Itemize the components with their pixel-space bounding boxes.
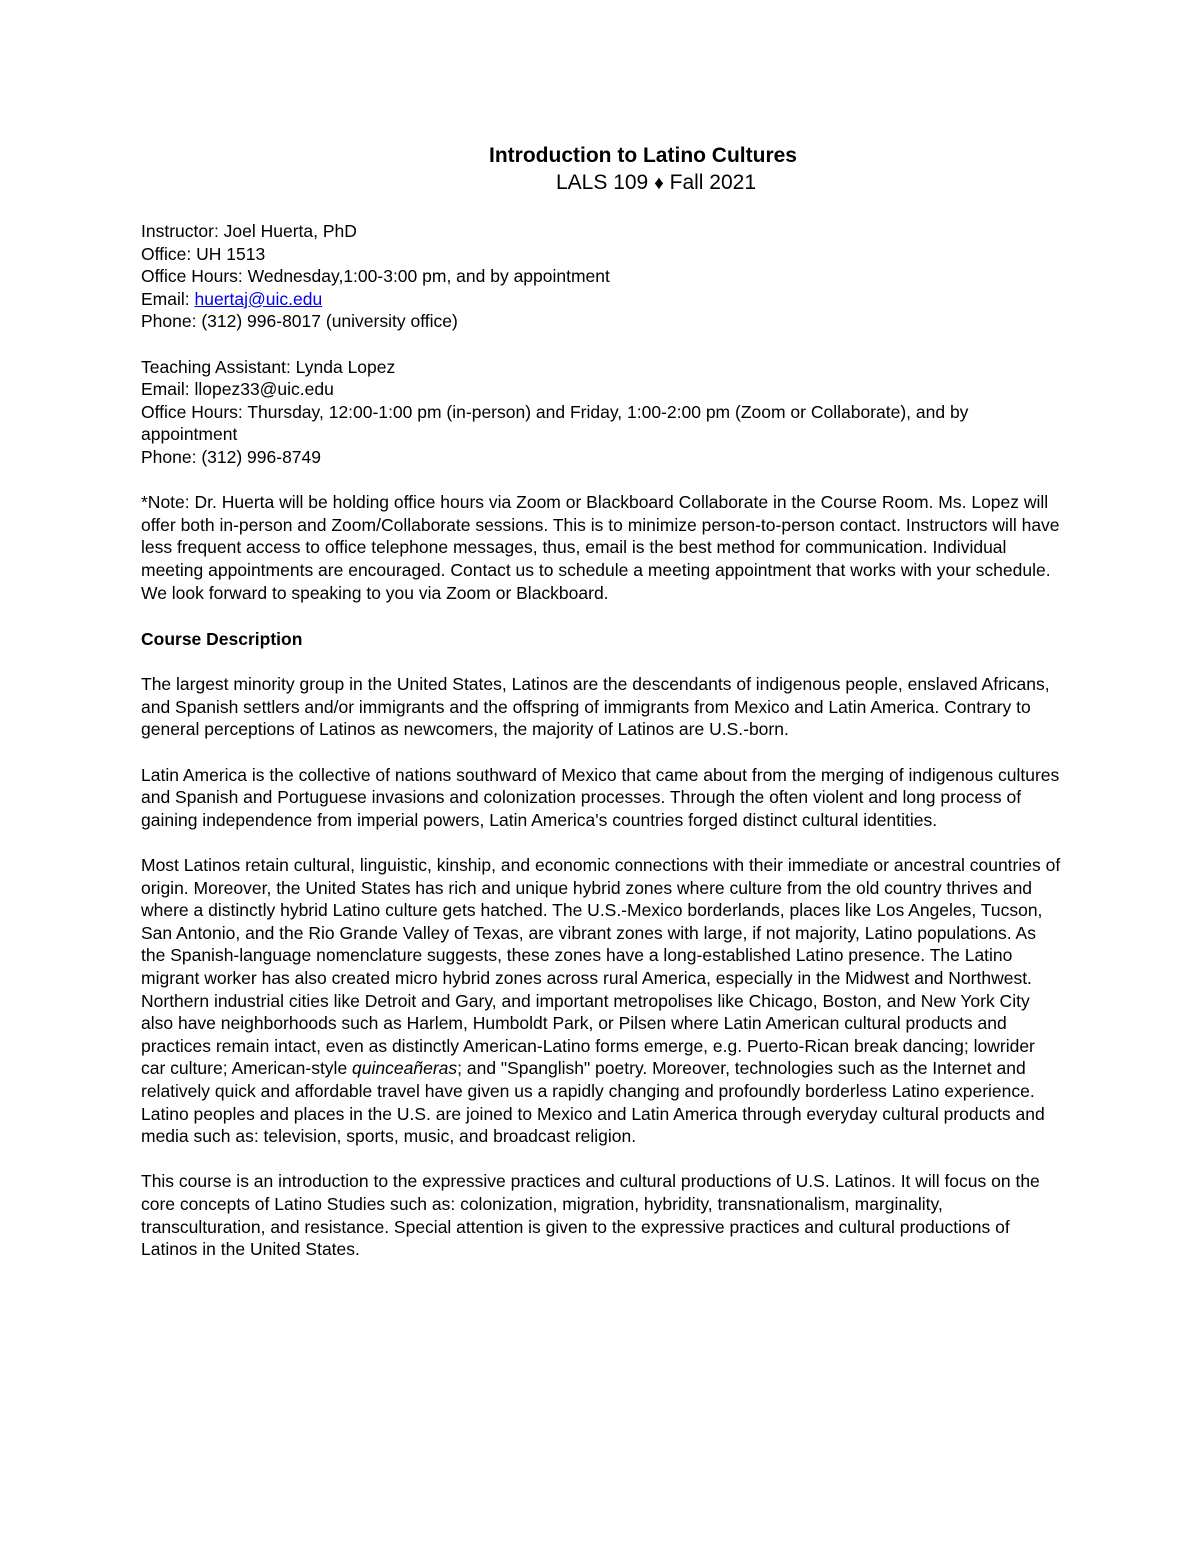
- instructor-email-line: [141, 288, 1061, 311]
- page-title: Introduction to Latino Cultures: [489, 144, 797, 167]
- paragraph-3-text-b: ; and "Spanglish" poetry. Moreover, technologies such as the Internet and relatively quick and affordable travel have given us a rapidly changing and profoundly borderless Latino experience. Latino peoples and places in the U.S. are joined to Mexico and Latin America through everyday cultural products and media such as: television, sports, music, and broadcast religion.: [141, 1058, 1045, 1147]
- ta-phone: Phone: (312) 996-8749: [141, 446, 321, 467]
- instructor-name: Instructor: Joel Huerta, PhD: [141, 221, 357, 241]
- diamond-separator-icon: ♦: [654, 173, 664, 194]
- instructor-office: Office: UH 1513: [141, 243, 266, 264]
- course-subtitle: [209, 169, 1103, 198]
- syllabus-page: [141, 143, 1061, 1261]
- ta-email: Email: llopez33@uic.edu: [141, 379, 334, 400]
- instructor-email-label: Email:: [141, 288, 195, 309]
- ta-hours: Office Hours: Thursday, 12:00-1:00 pm (in-person) and Friday, 1:00-2:00 pm (Zoom or Collaborate), and by appointment: [141, 401, 969, 445]
- note-paragraph: *Note: Dr. Huerta will be holding office hours via Zoom or Blackboard Collaborate in the Course Room. Ms. Lopez will offer both in-person and Zoom/Collaborate sessions. This is to minimize person-to-person contact. Instructors will have less frequent access to office telephone messages, thus, email is the best method for communication. Individual meeting appointments are encouraged. Contact us to schedule a meeting appointment that works with your schedule. We look forward to speaking to you via Zoom or Blackboard.: [141, 492, 1060, 603]
- course-term: Fall 2021: [669, 171, 757, 194]
- instructor-email-link[interactable]: huertaj@uic.edu: [194, 288, 323, 309]
- title-block: [183, 143, 1103, 198]
- description-paragraph-2: Latin America is the collective of nations southward of Mexico that came about from the merging of indigenous cultures and Spanish and Portuguese invasions and colonization processes. Through the often violent and long process of gaining independence from imperial powers, Latin America's countries forged distinct cultural identities.: [141, 764, 1060, 830]
- course-description-heading: Course Description: [141, 629, 303, 650]
- description-paragraph-1: The largest minority group in the United States, Latinos are the descendants of indigenous people, enslaved Africans, and Spanish settlers and/or immigrants and the offspring of immigrants from Mexico and Latin America. Contrary to general perceptions of Latinos as newcomers, the majority of Latinos are U.S.-born.: [141, 674, 1050, 740]
- instructor-info: [141, 220, 1061, 333]
- instructor-phone: Phone: (312) 996-8017 (university office): [141, 311, 458, 332]
- paragraph-3-text-a: Most Latinos retain cultural, linguistic, kinship, and economic connections with their immediate or ancestral countries of origin. Moreover, the United States has rich and unique hybrid zones where culture from the old country thrives and where a distinctly hybrid Latino culture gets hatched. The U.S.-Mexico borderlands, places like Los Angeles, Tucson, San Antonio, and the Rio Grande Valley of Texas, are vibrant zones with large, if not majority, Latino populations. As the Spanish-language nomenclature suggests, these zones have a long-established Latino presence. The Latino migrant worker has also created micro hybrid zones across rural America, especially in the Midwest and Northwest. Northern industrial cities like Detroit and Gary, and important metropolises like Chicago, Boston, and New York City also have neighborhoods such as Harlem, Humboldt Park, or Pilsen where Latin American cultural products and practices remain intact, even as distinctly American-Latino forms emerge, e.g. Puerto-Rican break dancing; lowrider car culture; American-style: [141, 855, 1061, 1079]
- ta-info: [141, 356, 1061, 469]
- instructor-hours: Office Hours: Wednesday,1:00-3:00 pm, and by appointment: [141, 266, 610, 287]
- course-code: LALS 109: [555, 171, 649, 194]
- paragraph-3-italic-term: quinceañeras: [352, 1058, 458, 1079]
- ta-name: Teaching Assistant: Lynda Lopez: [141, 356, 396, 377]
- description-paragraph-4: This course is an introduction to the expressive practices and cultural productions of U.S. Latinos. It will focus on the core concepts of Latino Studies such as: colonization, migration, hybridity, transnationalism, marginality, transculturation, and resistance. Special attention is given to the expressive practices and cultural productions of Latinos in the United States.: [141, 1171, 1040, 1260]
- description-paragraph-3: [141, 854, 1061, 1148]
